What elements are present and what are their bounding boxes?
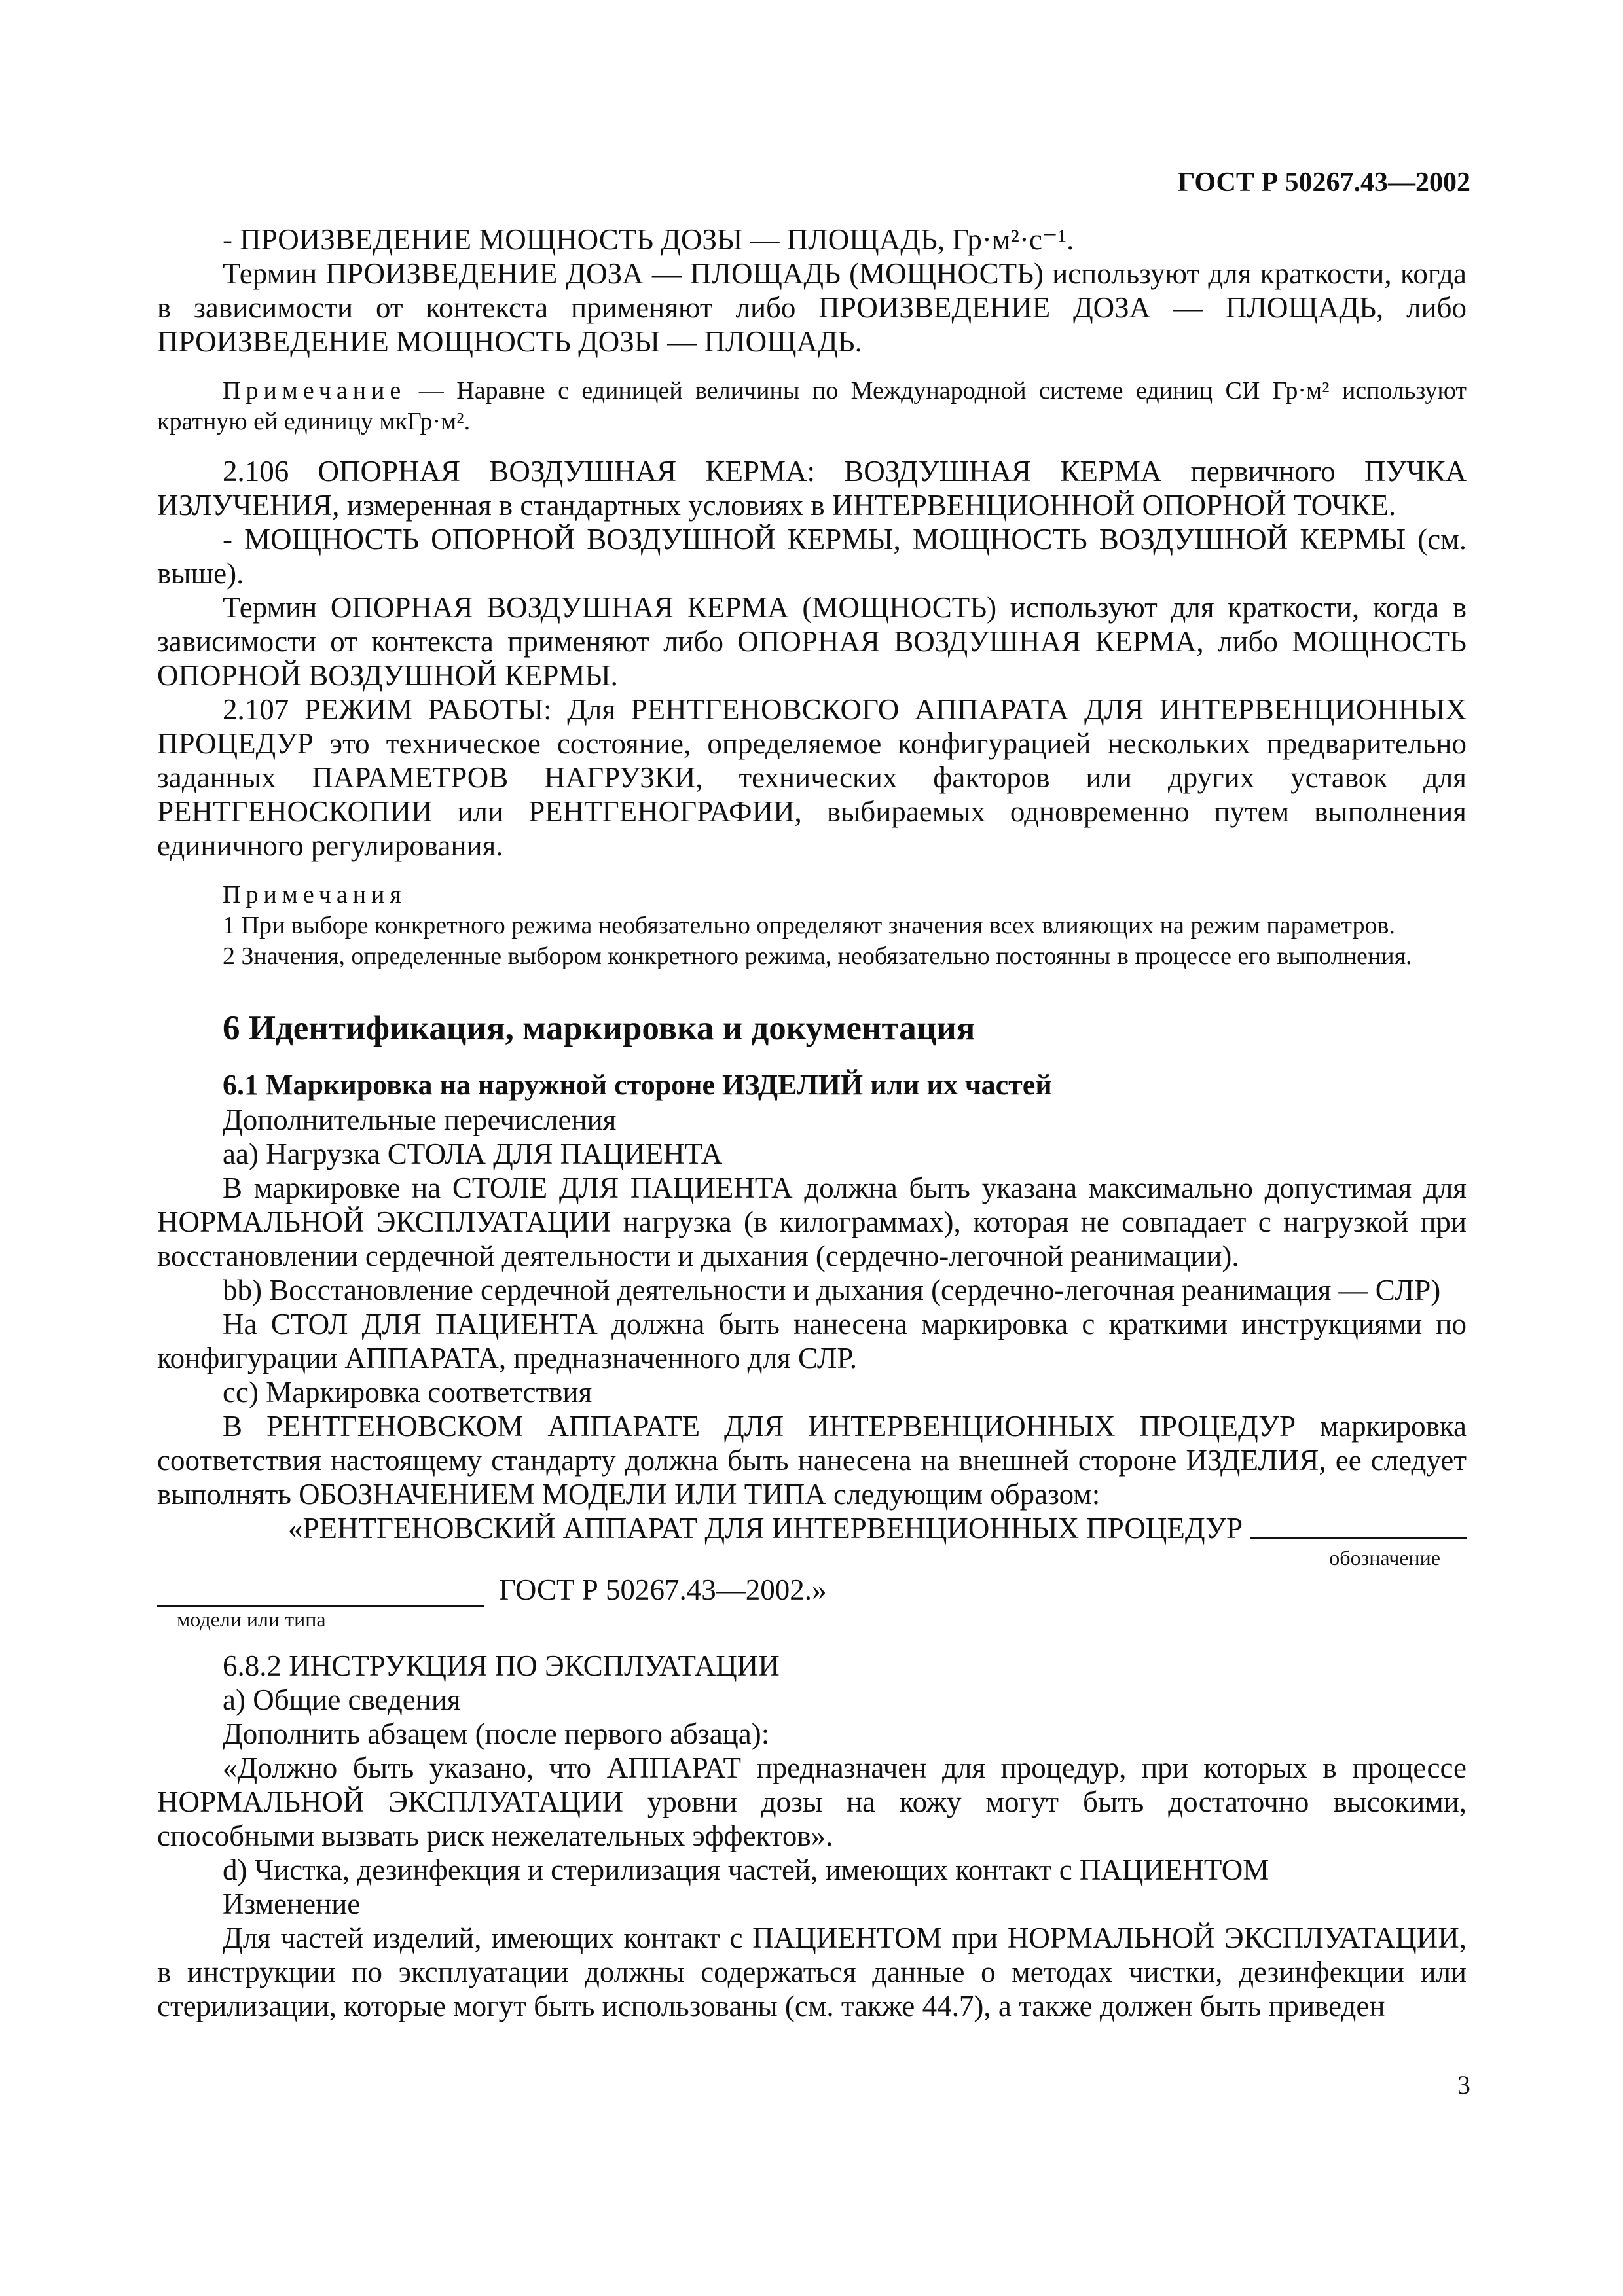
paragraph: «Должно быть указано, что АППАРАТ предназначен для процедур, при которых в процессе НОРМАЛЬНОЙ ЭКСПЛУАТАЦИИ уровни дозы на кожу могут быть достаточно высокими, способными вызвать риск нежелательных эффектов». — [157, 1751, 1467, 1852]
subsection-heading: 6.1 Маркировка на наружной стороне ИЗДЕЛИЙ или их частей — [223, 1069, 1052, 1101]
paragraph: Дополнить абзацем (после первого абзаца): — [223, 1717, 770, 1750]
paragraph: Дополнительные перечисления — [223, 1103, 617, 1136]
paragraph: cc) Маркировка соответствия — [223, 1376, 593, 1408]
caption-model: модели или типа — [177, 1607, 326, 1631]
note — [157, 376, 1467, 437]
marking-template-line — [157, 1511, 1467, 1545]
note-item: 1 При выборе конкретного режима необязательно определяют значения всех влияющих на режим параметров. — [223, 912, 1395, 939]
paragraph: - МОЩНОСТЬ ОПОРНОЙ ВОЗДУШНОЙ КЕРМЫ, МОЩНОСТЬ ВОЗДУШНОЙ КЕРМЫ (см. выше). — [157, 523, 1467, 590]
blank-line — [157, 1579, 484, 1607]
paragraph: На СТОЛ ДЛЯ ПАЦИЕНТА должна быть нанесена маркировка с краткими инструкциями по конфигурации АППАРАТА, предназначенного для СЛР. — [157, 1308, 1467, 1374]
paragraph: В РЕНТГЕНОВСКОМ АППАРАТЕ ДЛЯ ИНТЕРВЕНЦИОННЫХ ПРОЦЕДУР маркировка соответствия настоящему стандарту должна быть нанесена на внешней стороне ИЗДЕЛИЯ, ее следует выполнять ОБОЗНАЧЕНИЕМ МОДЕЛИ ИЛИ ТИПА следующим образом: — [157, 1410, 1467, 1511]
paragraph: 6.8.2 ИНСТРУКЦИЯ ПО ЭКСПЛУАТАЦИИ — [223, 1649, 780, 1682]
paragraph: аа) Нагрузка СТОЛА ДЛЯ ПАЦИЕНТА — [223, 1138, 723, 1170]
paragraph: Для частей изделий, имеющих контакт с ПАЦИЕНТОМ при НОРМАЛЬНОЙ ЭКСПЛУАТАЦИИ, в инструкции по эксплуатации должны содержаться данные о методах чистки, дезинфекции или стерилизации, которые могут быть использованы (см. также 44.7), а также должен быть приведен — [157, 1922, 1467, 2022]
marking-template-text: «РЕНТГЕНОВСКИЙ АППАРАТ ДЛЯ ИНТЕРВЕНЦИОННЫХ ПРОЦЕДУР — [288, 1512, 1243, 1545]
paragraph: 2.106 ОПОРНАЯ ВОЗДУШНАЯ КЕРМА: ВОЗДУШНАЯ КЕРМА первичного ПУЧКА ИЗЛУЧЕНИЯ, измеренная в стандартных условиях в ИНТЕРВЕНЦИОННОЙ ОПОРНОЙ ТОЧКЕ. — [157, 455, 1467, 522]
paragraph: - ПРОИЗВЕДЕНИЕ МОЩНОСТЬ ДОЗЫ — ПЛОЩАДЬ, Гр·м²·с⁻¹. — [223, 223, 1074, 256]
notes-label: Примечания — [223, 881, 407, 908]
paragraph: 2.107 РЕЖИМ РАБОТЫ: Для РЕНТГЕНОВСКОГО АППАРАТА ДЛЯ ИНТЕРВЕНЦИОННЫХ ПРОЦЕДУР это техническое состояние, определяемое конфигурацией нескольких предварительно заданных ПАРАМЕТРОВ НАГРУЗКИ, технических факторов или других уставок для РЕНТГЕНОСКОПИИ или РЕНТГЕНОГРАФИИ, выбираемых одновременно путем выполнения единичного регулирования. — [157, 693, 1467, 862]
blank-line — [1250, 1511, 1467, 1539]
marking-template-line — [157, 1573, 1467, 1607]
caption-designation: обозначение — [1329, 1546, 1440, 1570]
paragraph: bb) Восстановление сердечной деятельности и дыхания (сердечно-легочная реанимация — СЛР) — [223, 1274, 1441, 1306]
note-item: 2 Значения, определенные выбором конкретного режима, необязательно постоянны в процессе его выполнения. — [223, 942, 1412, 970]
paragraph: Термин ОПОРНАЯ ВОЗДУШНАЯ КЕРМА (МОЩНОСТЬ) используют для краткости, когда в зависимости от контекста применяют либо ОПОРНАЯ ВОЗДУШНАЯ КЕРМА, либо МОЩНОСТЬ ОПОРНОЙ ВОЗДУШНОЙ КЕРМЫ. — [157, 591, 1467, 692]
section-heading: 6 Идентификация, маркировка и документация — [223, 1009, 976, 1047]
paragraph: a) Общие сведения — [223, 1683, 461, 1716]
body-text — [157, 223, 1467, 2023]
note-label: Примечание — [223, 377, 407, 404]
paragraph: В маркировке на СТОЛЕ ДЛЯ ПАЦИЕНТА должна быть указана максимально допустимая для НОРМАЛЬНОЙ ЭКСПЛУАТАЦИИ нагрузка (в килограммах), которая не совпадает с нагрузкой при восстановлении сердечной деятельности и дыхания (сердечно-легочной реанимации). — [157, 1172, 1467, 1272]
paragraph: Термин ПРОИЗВЕДЕНИЕ ДОЗА — ПЛОЩАДЬ (МОЩНОСТЬ) используют для краткости, когда в зависимости от контекста применяют либо ПРОИЗВЕДЕНИЕ ДОЗА — ПЛОЩАДЬ, либо ПРОИЗВЕДЕНИЕ МОЩНОСТЬ ДОЗЫ — ПЛОЩАДЬ. — [157, 257, 1467, 358]
page-number: 3 — [1457, 2070, 1470, 2100]
paragraph: Изменение — [223, 1888, 361, 1920]
note-text: — Наравне с единицей величины по Международной системе единиц СИ Гр·м² используют кратную ей единицу мкГр·м². — [157, 377, 1467, 435]
marking-template-text: ГОСТ Р 50267.43—2002.» — [499, 1573, 827, 1606]
doc-number: ГОСТ Р 50267.43—2002 — [1177, 168, 1470, 198]
paragraph: d) Чистка, дезинфекция и стерилизация частей, имеющих контакт с ПАЦИЕНТОМ — [223, 1854, 1269, 1886]
